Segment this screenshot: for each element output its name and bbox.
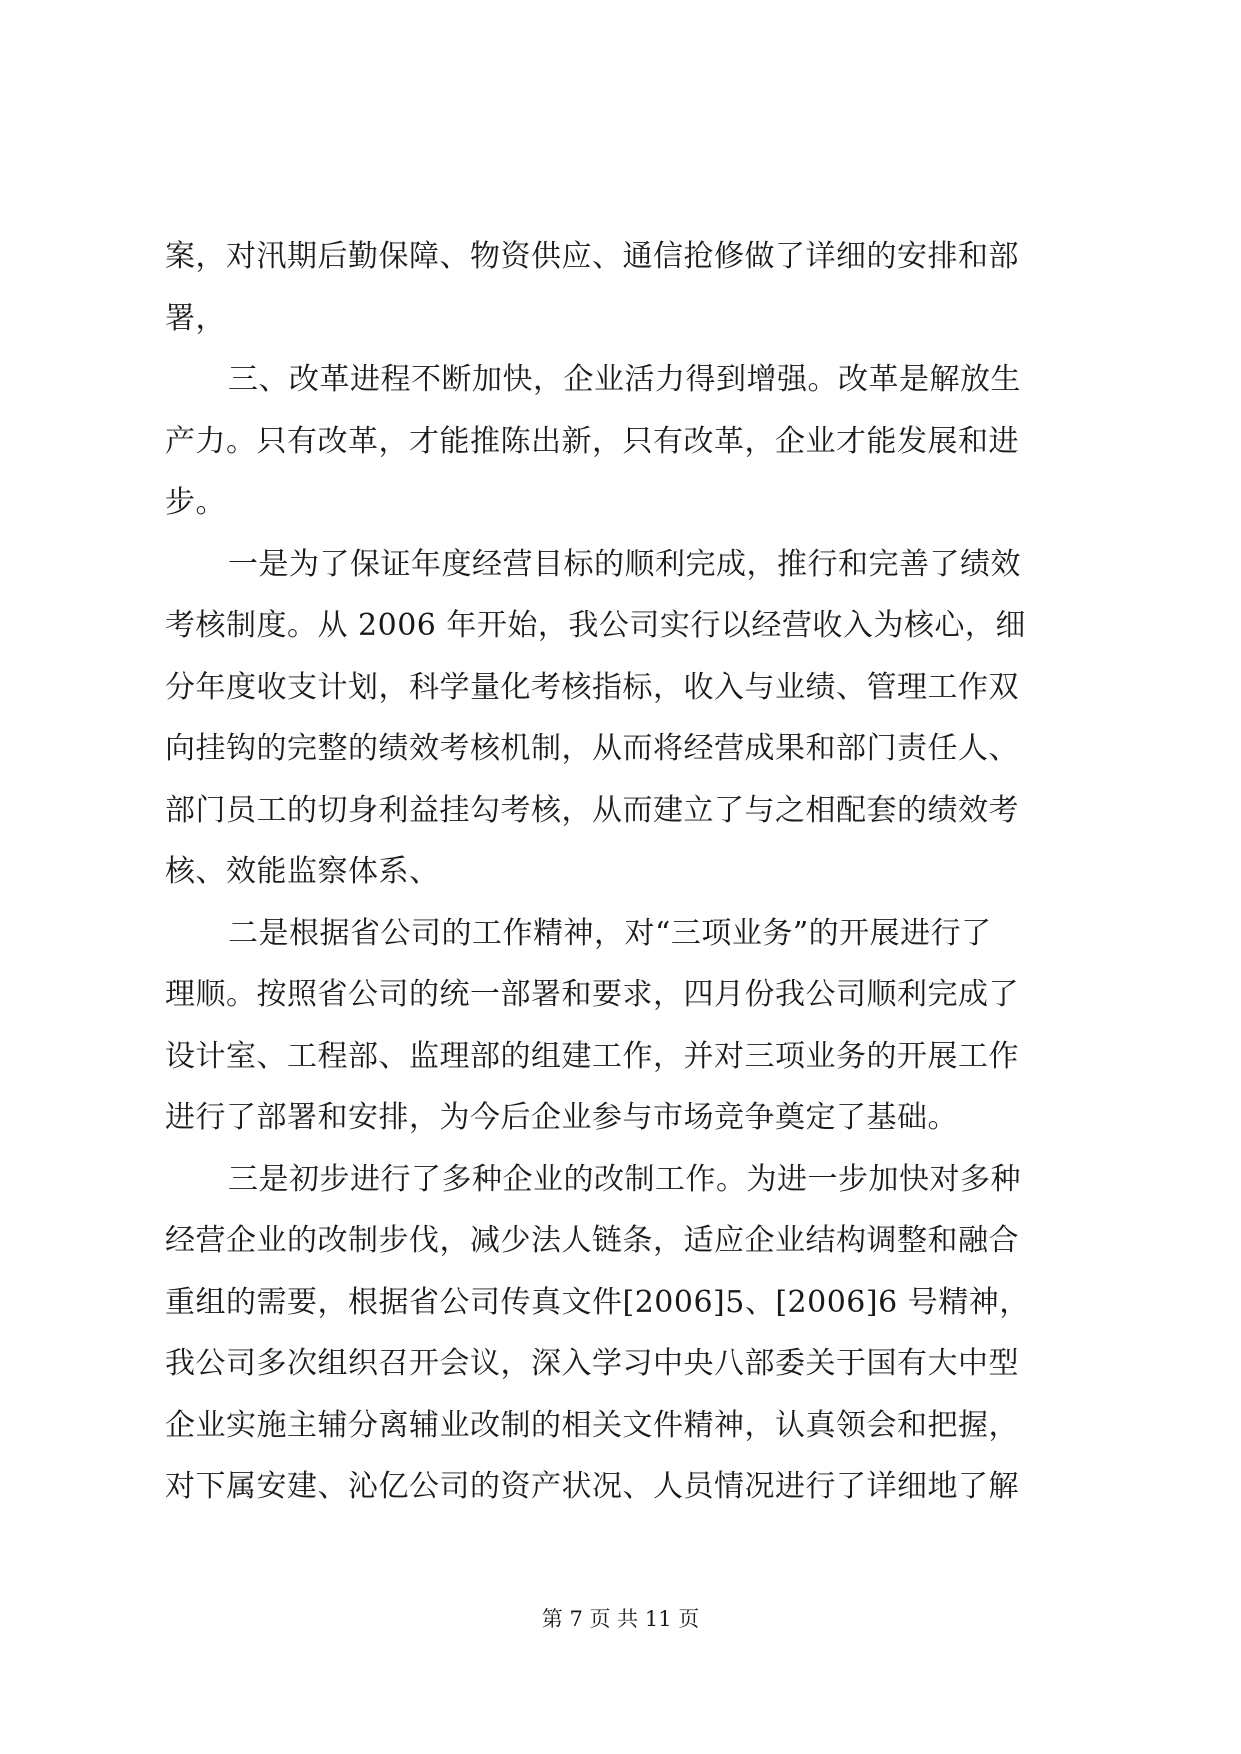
text-line: 我公司多次组织召开会议，深入学习中央八部委关于国有大中型 xyxy=(165,1346,1019,1381)
text-line: 一是为了保证年度经营目标的顺利完成，推行和完善了绩效 xyxy=(228,546,1021,582)
text-line: 进行了部署和安排，为今后企业参与市场竞争奠定了基础。 xyxy=(165,1100,958,1135)
text-line: 产力。只有改革，才能推陈出新，只有改革，企业才能发展和进 xyxy=(165,423,1019,459)
paragraph xyxy=(165,1149,1085,1518)
text-line: 理顺。按照省公司的统一部署和要求，四月份我公司顺利完成了 xyxy=(165,977,1019,1012)
text-line: 署， xyxy=(165,300,226,336)
text-line: 案，对汛期后勤保障、物资供应、通信抢修做了详细的安排和部 xyxy=(165,239,1019,274)
text-line: 部门员工的切身利益挂勾考核，从而建立了与之相配套的绩效考 xyxy=(165,792,1019,828)
paragraph xyxy=(165,534,1085,903)
text-line: 考核制度。从 2006 年开始，我公司实行以经营收入为核心，细 xyxy=(165,608,1026,643)
page-footer: 第 7 页 共 11 页 xyxy=(541,1607,700,1631)
paragraph xyxy=(165,226,1085,349)
body-text xyxy=(165,226,1085,1518)
text-line: 企业实施主辅分离辅业改制的相关文件精神，认真领会和把握， xyxy=(165,1407,1019,1443)
text-line: 分年度收支计划，科学量化考核指标，收入与业绩、管理工作双 xyxy=(165,669,1019,705)
paragraph xyxy=(165,903,1085,1149)
text-line: 经营企业的改制步伐，减少法人链条，适应企业结构调整和融合 xyxy=(165,1223,1019,1258)
text-line: 步。 xyxy=(165,485,226,520)
text-line: 核、效能监察体系、 xyxy=(165,854,440,889)
text-line: 二是根据省公司的工作精神，对“三项业务”的开展进行了 xyxy=(228,915,992,951)
text-line: 重组的需要，根据省公司传真文件[2006]5、[2006]6 号精神， xyxy=(165,1284,1030,1320)
text-line: 向挂钩的完整的绩效考核机制，从而将经营成果和部门责任人、 xyxy=(165,731,1019,766)
text-line: 三是初步进行了多种企业的改制工作。为进一步加快对多种 xyxy=(228,1161,1021,1197)
text-line: 对下属安建、沁亿公司的资产状况、人员情况进行了详细地了解 xyxy=(165,1469,1019,1504)
paragraph xyxy=(165,349,1085,534)
text-line: 三、改革进程不断加快，企业活力得到增强。改革是解放生 xyxy=(228,362,1021,397)
text-line: 设计室、工程部、监理部的组建工作，并对三项业务的开展工作 xyxy=(165,1038,1019,1074)
